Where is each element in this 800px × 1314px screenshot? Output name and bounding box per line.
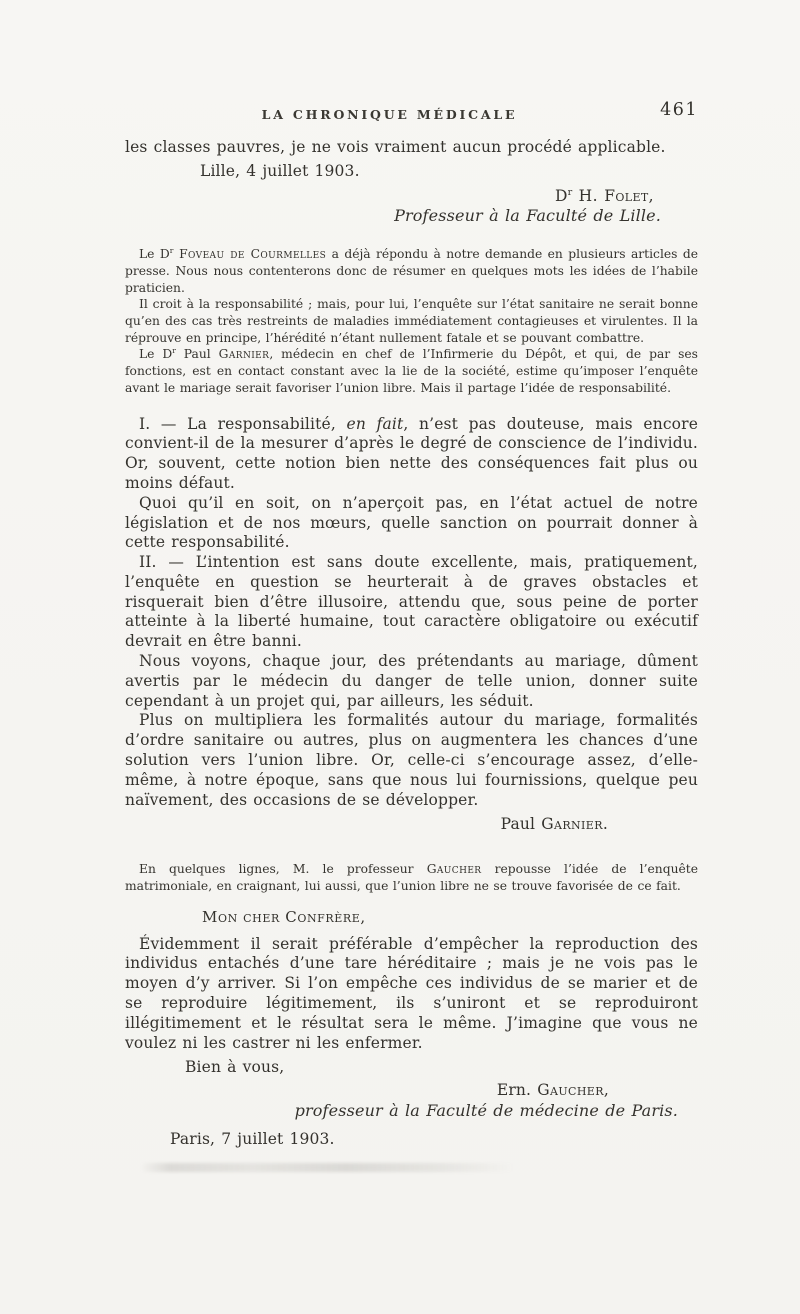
- gaucher-letter-body: Évidemment il serait préférable d’empêcher la reproduction des individus entachés d’une tare héréditaire ; mais je ne vois pas le moyen d’y arriver. Si l’on empêche ces individus de se marier et de se reproduire légitimement, ils s’uniront et se reproduiront illégitimement et le résultat sera le même. J’imagine que vous ne voulez ni les castrer ni les enfermer.: [125, 934, 698, 1052]
- text-segment: Le D: [139, 347, 173, 362]
- garnier-reply: [125, 415, 698, 811]
- small-caps-name: Garnier: [218, 347, 270, 362]
- text-segment: , n’est pas douteuse, mais encore convient-il de la mesurer d’après le degré de conscience de l’individu. Or, souvent, cette notion bien nette des conséquences fait plus ou moins défaut.: [125, 414, 699, 492]
- note-paragraph: [125, 346, 698, 396]
- note-paragraph: [125, 246, 698, 296]
- running-header: [125, 100, 698, 126]
- text-segment: .: [602, 815, 608, 834]
- reply-paragraph-3: II. — L’intention est sans doute excellente, mais, pratiquement, l’enquête en question se heurterait à de graves obstacles et risquerait bien d’être illusoire, attendu que, sous peine de porter atteinte à la liberté humaine, tout caractère obligatoire ou exécutif devrait en être banni.: [125, 553, 698, 651]
- doctor-abbrev-sup: r: [172, 346, 176, 356]
- doctor-abbrev: D: [555, 186, 568, 205]
- text-segment: Paul: [175, 347, 219, 362]
- text-segment: repousse l’idée de l’enquête matrimoniale, en craignant, lui aussi, que l’union libre ne se trouve favorisée de ce fait.: [125, 862, 698, 893]
- text-segment: a déjà répondu à notre demande en plusieurs articles de presse. Nous nous contenterons donc de résumer en quelques mots les idées de l’habile praticien.: [125, 247, 698, 295]
- reply-paragraph-4: Nous voyons, chaque jour, des prétendants au mariage, dûment avertis par le médecin du danger de telle union, donner suite cependant à un projet qui, par ailleurs, les séduit.: [125, 652, 698, 710]
- italic-phrase: en fait: [346, 414, 404, 433]
- gaucher-dateline: Paris, 7 juillet 1903.: [170, 1129, 335, 1148]
- bleed-through-artifact: [140, 1163, 515, 1172]
- text-segment: , médecin en chef de l’Infirmerie du Dépôt, et qui, de par ses fonctions, est en contact constant avec la lie de la société, estime qu’imposer l’enquête avant le mariage serait favoriser l’union libre. Mais il partage l’idée de responsabilité.: [125, 347, 698, 395]
- gaucher-salutation: Mon cher Confrère,: [202, 907, 366, 926]
- doctor-abbrev-sup: r: [169, 246, 174, 256]
- small-caps-name: H. Folet,: [572, 186, 654, 205]
- text-segment: En quelques lignes, M. le professeur: [139, 862, 427, 877]
- note-paragraph: Il croit à la responsabilité ; mais, pour lui, l’enquête sur l’état sanitaire ne serait bonne qu’en des cas très restreints de maladies immédiatement contagieuses et virulentes. Il la réprouve en principe, l’hérédité n’étant nullement fatale et se pouvant combattre.: [125, 297, 698, 345]
- editor-note-gaucher: [125, 861, 698, 894]
- text-column: [125, 100, 699, 1150]
- gaucher-closing: Bien à vous,: [185, 1058, 285, 1077]
- gaucher-signature-name: [125, 1081, 698, 1101]
- journal-title: LA CHRONIQUE MÉDICALE: [261, 107, 518, 122]
- folet-signature-title: Professeur à la Faculté de Lille.: [394, 206, 661, 226]
- text-segment: ,: [603, 1081, 609, 1100]
- text-segment: I. — La responsabilité,: [139, 414, 347, 433]
- folet-dateline: Lille, 4 juillet 1903.: [200, 161, 360, 180]
- reply-paragraph-1: [125, 415, 698, 494]
- text-segment: Ern.: [496, 1081, 538, 1100]
- reply-paragraph-2: Quoi qu’il en soit, on n’aperçoit pas, en l’état actuel de notre législation et de nos mœurs, quelle sanction on pourrait donner à cette responsabilité.: [125, 493, 698, 552]
- small-caps-name: Gaucher: [537, 1081, 604, 1100]
- small-caps-name: Garnier: [541, 815, 603, 834]
- text-segment: Le D: [139, 247, 170, 262]
- small-caps-name: Foveau de Courmelles: [173, 247, 327, 262]
- small-caps-name: Gaucher: [426, 862, 482, 877]
- page-number: 461: [660, 100, 698, 120]
- doctor-abbrev-sup: r: [567, 186, 573, 198]
- folet-signature-name: [125, 187, 698, 207]
- text-segment: Paul: [500, 815, 542, 834]
- folet-letter-continuation: les classes pauvres, je ne vois vraiment aucun procédé applicable.: [125, 138, 666, 156]
- garnier-signature: [125, 815, 698, 835]
- gaucher-signature-title: professeur à la Faculté de médecine de Paris.: [294, 1101, 678, 1121]
- reply-paragraph-5: Plus on multipliera les formalités autour du mariage, formalités d’ordre sanitaire ou autres, plus on augmentera les chances d’une solution vers l’union libre. Or, celle-ci s’encourage assez, d’elle-même, à notre époque, sans que nous lui fournissions, quelque peu naïvement, des occasions de se développer.: [125, 711, 698, 809]
- editor-note-foveau-garnier: [125, 246, 698, 396]
